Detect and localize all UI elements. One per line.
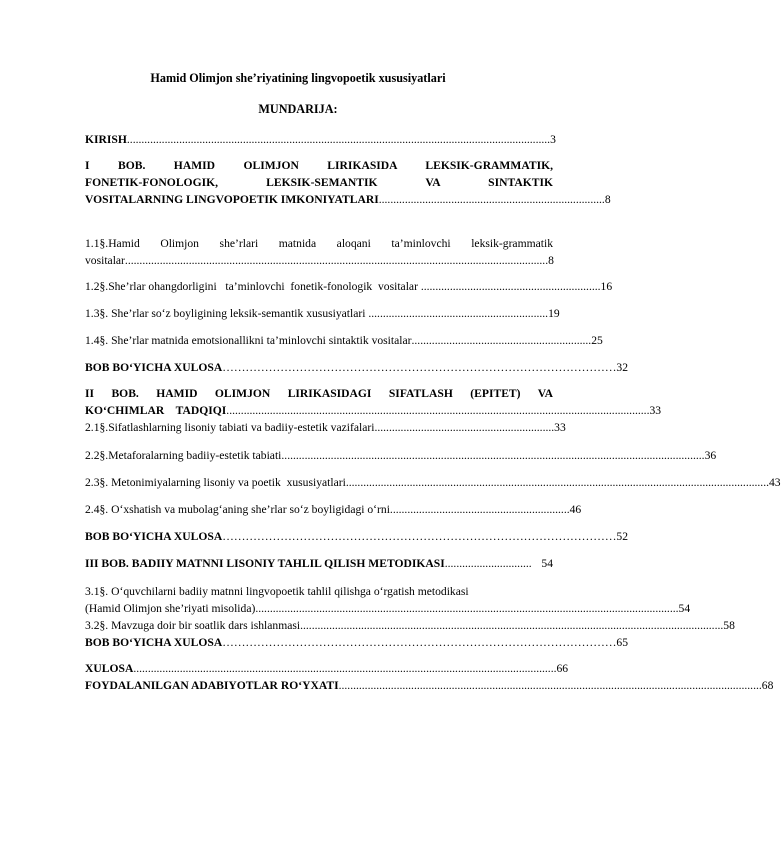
toc-entry-label: 1.2§.She’rlar ohangdorligini ta’minlovchi fonetik-fonologik vositalar [85, 280, 421, 293]
dot-leader: .............................. [444, 557, 532, 570]
dot-leader: .................................................................................................................................................. [338, 679, 762, 692]
toc-entry-label: 2.1§.Sifatlashlarning lisoniy tabiati va badiiy-estetik vazifalari [85, 421, 375, 434]
toc-entry-label-line1: 3.1§. O‘quvchilarni badiiy matnni lingvopoetik tahlil qilishga o‘rgatish metodikasi [85, 585, 469, 598]
toc-page-number: 32 [616, 361, 628, 374]
toc-heading: MUNDARIJA: [258, 102, 338, 116]
toc-entry-label-line2: (Hamid Olimjon she’riyati misolida) [85, 602, 256, 615]
toc-entry-kirish[interactable] [85, 131, 556, 148]
toc-entry-section-3-1[interactable] [85, 583, 691, 617]
dot-leader: .................................................................................................................................................. [126, 133, 551, 146]
toc-page-number: 46 [569, 503, 582, 516]
toc-page-number: 58 [723, 619, 735, 632]
toc-entry-section-1-2[interactable] [85, 278, 613, 295]
dot-leader: .............................................................. [411, 334, 592, 347]
toc-entry-section-1-3[interactable] [85, 305, 560, 322]
toc-entry-xulosa[interactable] [85, 660, 569, 677]
toc-entry-chapter-2[interactable] [85, 385, 662, 419]
toc-entry-summary-2[interactable] [85, 528, 628, 545]
toc-entry-label-line2: vositalar [85, 254, 125, 267]
dot-leader: ………………………………………………………………………………………… [222, 361, 617, 374]
toc-entry-label-line2: KO‘CHIMLAR TADQIQI [85, 404, 227, 417]
toc-entry-label-line1: I BOB. HAMID OLIMJON LIRIKASIDA LEKSIK-GRAMMATIK, [85, 159, 553, 172]
dot-leader: ………………………………………………………………………………………… [222, 530, 617, 543]
toc-page-number: 3 [550, 133, 556, 146]
toc-entry-label-line2: FONETIK-FONOLOGIK, LEKSIK-SEMANTIK VA SINTAKTIK [85, 176, 553, 189]
toc-entry-label: XULOSA [85, 662, 134, 675]
toc-entry-label: 3.2§. Mavzuga doir bir soatlik dars ishlanmasi [85, 619, 301, 632]
toc-entry-label-line3: VOSITALARNING LINGVOPOETIK IMKONIYATLARI [85, 193, 379, 206]
toc-entry-label: KIRISH [85, 133, 127, 146]
toc-entry-section-2-4[interactable] [85, 501, 582, 518]
dot-leader: .................................................................................................................................................. [255, 602, 679, 615]
dot-leader: .................................................................................................................................................. [124, 254, 549, 267]
toc-entry-label: III BOB. BADIIY MATNNI LISONIY TAHLIL QILISH METODIKASI [85, 557, 445, 570]
toc-entry-label: 2.3§. Metonimiyalarning lisoniy va poetik xususiyatlari [85, 476, 346, 489]
toc-entry-label: FOYDALANILGAN ADABIYOTLAR RO‘YXATI [85, 679, 339, 692]
toc-page-number: 36 [704, 449, 717, 462]
toc-entry-section-1-1[interactable] [85, 235, 553, 269]
toc-page-number: 66 [556, 662, 569, 675]
dot-leader: .............................................................. [368, 307, 549, 320]
toc-page-number: 16 [600, 280, 613, 293]
toc-entry-label: 2.2§.Metaforalarning badiiy-estetik tabiati [85, 449, 282, 462]
toc-entry-label-line1: 1.1§.Hamid Olimjon she’rlari matnida aloqani ta’minlovchi leksik-grammatik [85, 237, 553, 250]
dot-leader: ………………………………………………………………………………………… [222, 636, 617, 649]
dot-leader: .............................................................. [374, 421, 555, 434]
toc-entry-references[interactable] [85, 677, 774, 694]
toc-page-number: 25 [591, 334, 603, 347]
toc-entry-section-2-2[interactable] [85, 447, 717, 464]
dot-leader: .............................................................................. [378, 193, 605, 206]
toc-entry-label: BOB BO‘YICHA XULOSA [85, 361, 223, 374]
toc-page-number: 8 [604, 193, 611, 206]
dot-leader: .................................................................................................................................................. [300, 619, 724, 632]
toc-entry-section-3-2[interactable] [85, 617, 735, 634]
toc-page-number: 43 [769, 476, 781, 489]
toc-page-number: 52 [616, 530, 628, 543]
toc-entry-label: BOB BO‘YICHA XULOSA [85, 530, 223, 543]
toc-page-number: 19 [548, 307, 560, 320]
toc-page-number: 8 [548, 254, 554, 267]
dot-leader: .................................................................................................................................................. [345, 476, 769, 489]
toc-page-number: 33 [649, 404, 662, 417]
toc-entry-label-line1: II BOB. HAMID OLIMJON LIRIKASIDAGI SIFATLASH (EPITET) VA [85, 387, 553, 400]
toc-page-number: 54 [541, 557, 553, 570]
toc-entry-chapter-3[interactable] [85, 555, 553, 572]
dot-leader: .................................................................................................................................................. [133, 662, 557, 675]
toc-entry-summary-3[interactable] [85, 634, 628, 651]
toc-entry-chapter-1[interactable] [85, 157, 611, 208]
toc-page-number: 54 [678, 602, 691, 615]
toc-entry-section-2-3[interactable] [85, 474, 781, 491]
toc-entry-label: 1.4§. She’rlar matnida emotsionallikni ta’minlovchi sintaktik vositalar [85, 334, 412, 347]
document-title: Hamid Olimjon she’riyatining lingvopoetik xususiyatlari [150, 71, 446, 85]
toc-page-number: 33 [554, 421, 566, 434]
dot-leader: .............................................................. [420, 280, 601, 293]
toc-page-number: 65 [616, 636, 628, 649]
toc-entry-section-2-1[interactable] [85, 419, 566, 436]
dot-leader: .................................................................................................................................................. [281, 449, 705, 462]
toc-entry-label: 2.4§. O‘xshatish va mubolag‘aning she’rlar so‘z boyligidagi o‘rni [85, 503, 390, 516]
toc-entry-label: 1.3§. She’rlar so‘z boyligining leksik-semantik xususiyatlari [85, 307, 369, 320]
toc-entry-label: BOB BO‘YICHA XULOSA [85, 636, 223, 649]
toc-entry-summary-1[interactable] [85, 359, 628, 376]
toc-page-number: 68 [761, 679, 774, 692]
toc-entry-section-1-4[interactable] [85, 332, 603, 349]
dot-leader: .................................................................................................................................................. [226, 404, 650, 417]
dot-leader: .............................................................. [389, 503, 570, 516]
